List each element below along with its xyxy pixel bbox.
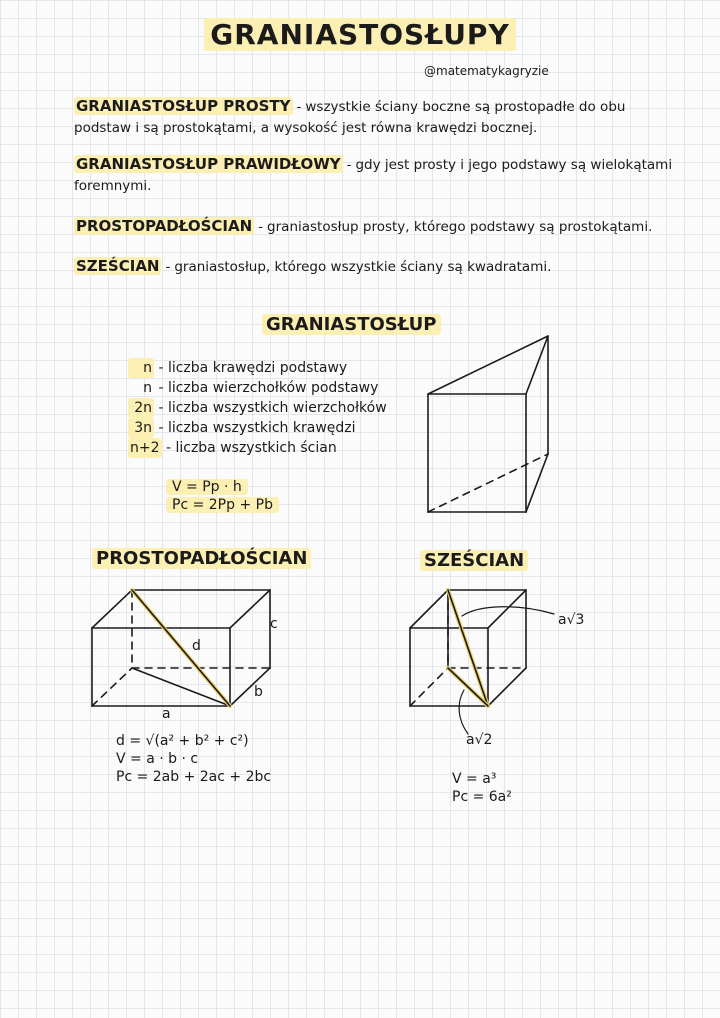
formula: Pc = 2ab + 2ac + 2bc (116, 769, 272, 785)
definition-cube: SZEŚCIAN - graniastosłup, którego wszystkie ściany są kwadratami. (76, 257, 552, 275)
definition-text: wszystkie ściany boczne są prostopadłe do obu podstaw i są prostokątami, a wysokość jest równa krawędzi bocznej. (74, 99, 626, 136)
list-item: n - liczba krawędzi podstawy (128, 358, 387, 378)
formula: V = a · b · c (116, 751, 199, 767)
cuboid-drawing (92, 590, 270, 706)
formula: V = a³ (452, 771, 497, 787)
definition-right-prism: GRANIASTOSŁUP PROSTY - wszystkie ściany boczne są prostopadłe do obu podstaw i są prostokątami, a wysokość jest równa krawędzi bocznej. (74, 97, 626, 136)
cuboid-label-b: b (254, 684, 263, 700)
page-title: GRANIASTOSŁUPY (0, 18, 720, 51)
cube-label-face-diagonal: a√2 (466, 732, 493, 748)
definition-text: gdy jest prosty i jego podstawy są wielokątami foremnymi. (74, 157, 673, 194)
term: SZEŚCIAN (76, 257, 160, 275)
formula: Pc = 6a² (452, 789, 512, 805)
term: PROSTOPADŁOŚCIAN (76, 217, 253, 235)
triangular-prism-drawing (428, 336, 548, 512)
author-handle: @matematykagryzie (424, 64, 549, 78)
cube-label-space-diagonal: a√3 (558, 612, 585, 628)
definition-cuboid: PROSTOPADŁOŚCIAN - graniastosłup prosty, którego podstawy są prostokątami. (76, 217, 653, 235)
definition-regular-prism: GRANIASTOSŁUP PRAWIDŁOWY - gdy jest prosty i jego podstawy są wielokątami foremnymi. (74, 155, 673, 194)
formula: Pc = 2Pp + Pb (166, 497, 279, 513)
cuboid-label-d: d (192, 638, 201, 654)
cuboid-heading: PROSTOPADŁOŚCIAN (92, 548, 311, 569)
list-item: 2n - liczba wszystkich wierzchołków (128, 398, 387, 418)
definition-text: graniastosłup prosty, którego podstawy są prostokątami. (267, 219, 653, 235)
cube-heading: SZEŚCIAN (420, 550, 528, 571)
cuboid-formulas (116, 732, 271, 786)
term: GRANIASTOSŁUP PROSTY (76, 97, 291, 115)
cube-drawing (410, 590, 554, 734)
list-item: n - liczba wierzchołków podstawy (143, 380, 379, 396)
cuboid-label-a: a (162, 706, 171, 722)
list-item: 3n - liczba wszystkich krawędzi (128, 418, 387, 438)
formula: d = √(a² + b² + c²) (116, 733, 249, 749)
cuboid-label-c: c (270, 616, 278, 632)
formula: V = Pp · h (166, 479, 248, 495)
cube-formulas (452, 770, 512, 806)
list-item: n+2 - liczba wszystkich ścian (130, 440, 337, 456)
definition-text: graniastosłup, którego wszystkie ściany są kwadratami. (174, 259, 552, 275)
term: GRANIASTOSŁUP PRAWIDŁOWY (76, 155, 341, 173)
prism-heading: GRANIASTOSŁUP (262, 314, 441, 335)
